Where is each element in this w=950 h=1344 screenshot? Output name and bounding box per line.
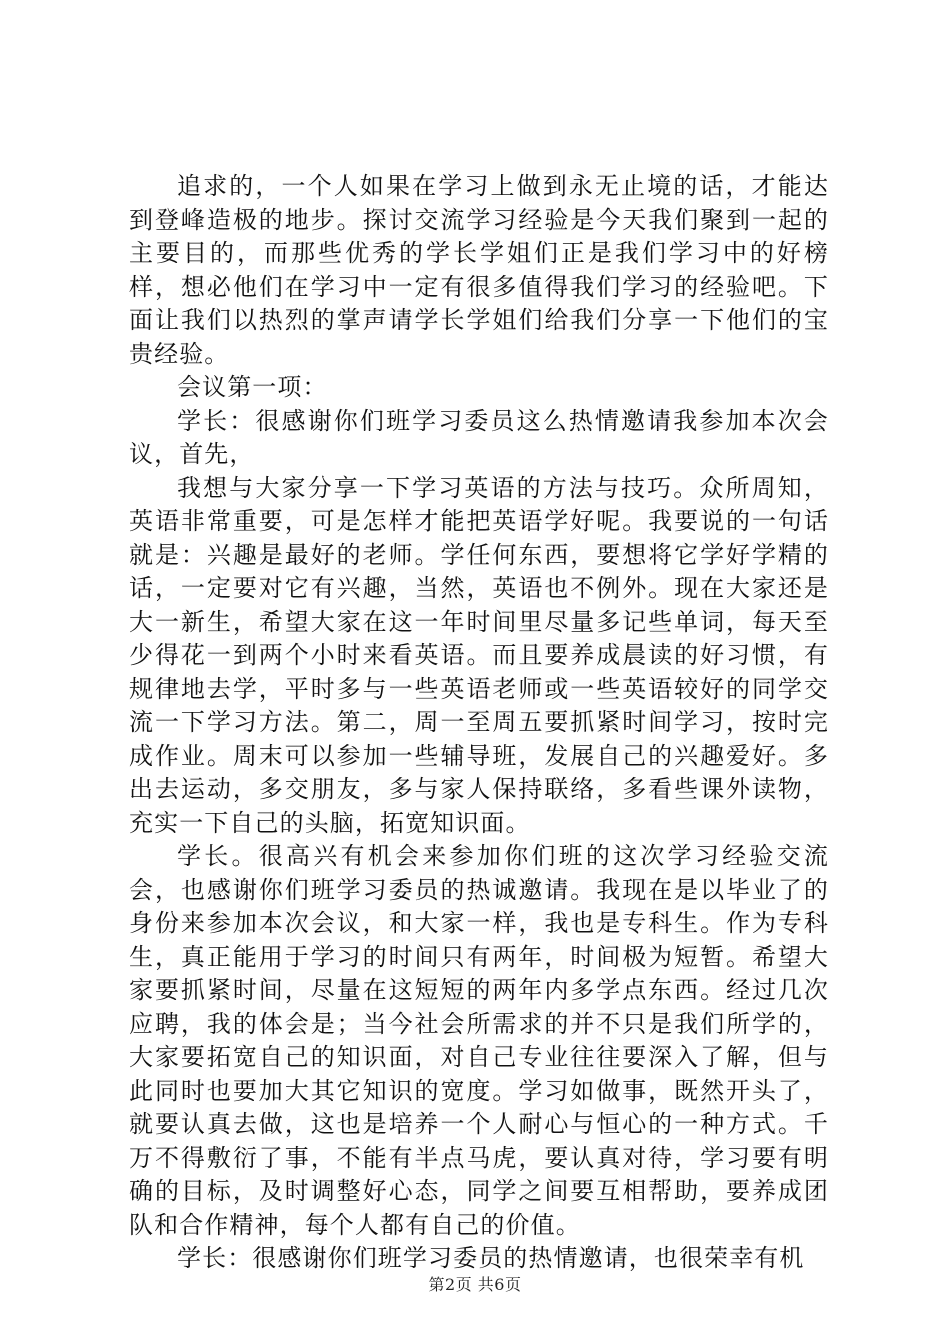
paragraph-senior-3: 学长：很感谢你们班学习委员的热情邀请，也很荣幸有机 [177,1244,805,1272]
paragraph-intro: 追求的，一个人如果在学习上做到永无止境的话，才能达到登峰造极的地步。探讨交流学习经验是今天我们聚到一起的主要目的，而那些优秀的学长学姐们正是我们学习中的好榜样，想必他们在学习中一定有很多值得我们学习的经验吧。下面让我们以热烈的掌声请学长学姐们给我们分享一下他们的宝贵经验。 [129,172,829,368]
paragraph-senior-1-opening: 学长：很感谢你们班学习委员这么热情邀请我参加本次会议，首先， [129,406,829,468]
document-body [129,170,829,1276]
page-footer: 第2页 共6页 [428,1275,522,1294]
paragraph-senior-1-english: 我想与大家分享一下学习英语的方法与技巧。众所周知，英语非常重要，可是怎样才能把英语学好呢。我要说的一句话就是：兴趣是最好的老师。学任何东西，要想将它学好学精的话，一定要对它有兴趣，当然，英语也不例外。现在大家还是大一新生，希望大家在这一年时间里尽量多记些单词，每天至少得花一到两个小时来看英语。而且要养成晨读的好习惯，有规律地去学，平时多与一些英语老师或一些英语较好的同学交流一下学习方法。第二，周一至周五要抓紧时间学习，按时完成作业。周末可以参加一些辅导班，发展自己的兴趣爱好。多出去运动，多交朋友，多与家人保持联络，多看些课外读物，充实一下自己的头脑，拓宽知识面。 [129,473,829,837]
paragraph-senior-2: 学长。很高兴有机会来参加你们班的这次学习经验交流会，也感谢你们班学习委员的热诚邀请。我现在是以毕业了的身份来参加本次会议，和大家一样，我也是专科生。作为专科生，真正能用于学习的时间只有两年，时间极为短暂。希望大家要抓紧时间，尽量在这短短的两年内多学点东西。经过几次应聘，我的体会是；当今社会所需求的并不只是我们所学的，大家要拓宽自己的知识面，对自己专业往往要深入了解，但与此同时也要加大其它知识的宽度。学习如做事，既然开头了，就要认真去做，这也是培养一个人耐心与恒心的一种方式。千万不得敷衍了事，不能有半点马虎，要认真对待，学习要有明确的目标，及时调整好心态，同学之间要互相帮助，要养成团队和合作精神，每个人都有自己的价值。 [129,842,829,1239]
paragraph-agenda-item: 会议第一项： [177,373,328,401]
